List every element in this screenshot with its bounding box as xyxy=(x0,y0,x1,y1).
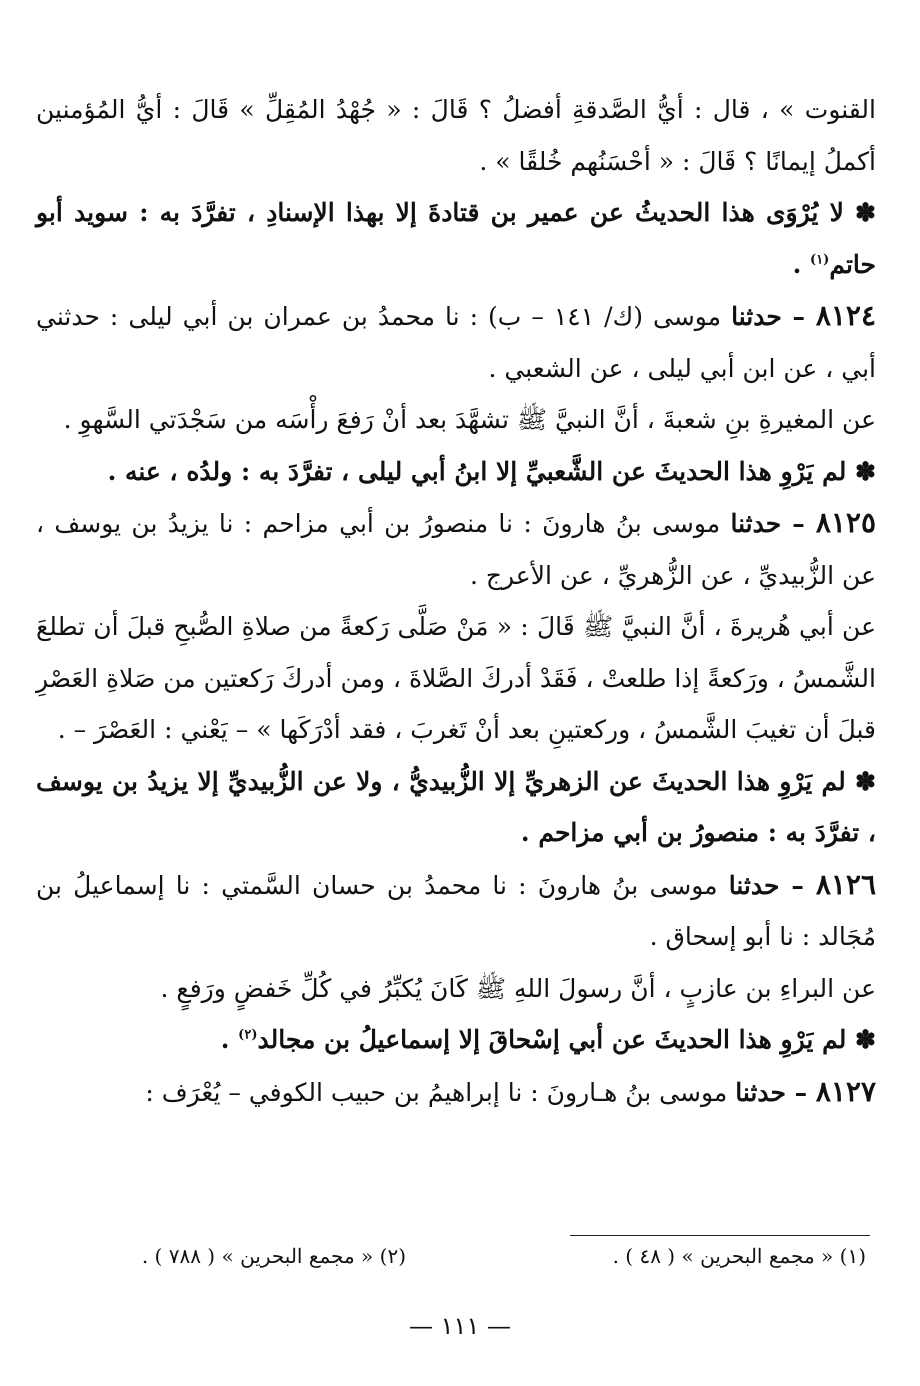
hadith-8125 xyxy=(36,497,876,601)
text-paragraph: القنوت » ، قال : أيُّ الصَّدقةِ أفضلُ ؟ قَالَ : « جُهْدُ المُقِلِّ » قَالَ : أيُّ المُؤمنين أكملُ إيمانًا ؟ قَالَ : « أحْسَنُهم خُلقًا » . xyxy=(36,95,876,176)
note-end: . xyxy=(792,249,811,279)
hadith-number: ٨١٢٧ xyxy=(815,1074,876,1108)
hadith-matn: عن المغيرةِ بنِ شعبةَ ، أنَّ النبيَّ ﷺ تشهَّدَ بعد أنْ رَفعَ رأْسَه من سَجْدَتي السَّهوِ . xyxy=(63,405,876,434)
hadith-8126 xyxy=(36,859,876,963)
footnote-ref: (١) xyxy=(810,252,830,268)
hadith-isnad: موسى بنُ هـارونَ : نا إبراهيمُ بن حبيب الكوفي – يُعْرَف : xyxy=(145,1077,736,1107)
hadith-matn: عن البراءِ بن عازبٍ ، أنَّ رسولَ اللهِ ﷺ كَانَ يُكبِّرُ في كُلِّ خَفضٍ ورَفعٍ . xyxy=(160,973,876,1003)
page-number: — ١١١ — xyxy=(409,1312,511,1340)
commentary-note xyxy=(36,1014,876,1066)
footnote-2: (٢) « مجمع البحرين » ( ٧٨٨ ) . xyxy=(141,1244,406,1268)
footnote-ref: (٢) xyxy=(238,1027,258,1043)
commentary-note: ✽ لم يَرْوِ هذا الحديثَ عن الزهريِّ إلا الزُّبيديُّ ، ولا عن الزُّبيديِّ إلا يزيدُ بن يوسف ، تفرَّدَ به : منصورُ بن أبي مزاحم . xyxy=(36,766,876,847)
hadith-number: ٨١٢٦ xyxy=(815,867,876,901)
hadith-8127 xyxy=(36,1066,876,1119)
hadith-number: ٨١٢٤ xyxy=(815,299,876,332)
commentary-note xyxy=(36,187,876,290)
commentary-note: ✽ لم يَرْوِ هذا الحديثَ عن الشَّعبيِّ إلا ابنُ أبي ليلى ، تفرَّدَ به : ولدُه ، عنه . xyxy=(107,456,876,486)
hadith-matn: عن أبي هُريرةَ ، أنَّ النبيَّ ﷺ قَالَ : « مَنْ صَلَّى رَكعةً من صلاةِ الصُّبحِ قبلَ أن تطلعَ الشَّمسُ ، ورَكعةً إذا طلعتْ ، فَقَدْ أدركَ الصَّلاةَ ، ومن أدركَ رَكعتين من صَلاةِ العَصْرِ قبلَ أن تغيبَ الشَّمسُ ، وركعتينِ بعد أنْ تَغربَ ، فقد أدْرَكَها » – يَعْني : العَصْرَ – . xyxy=(36,612,876,744)
footnote-1: (١) « مجمع البحرين » ( ٤٨ ) . xyxy=(612,1244,866,1268)
hadith-lead: – حدثنا xyxy=(735,1077,816,1107)
hadith-isnad: موسى بنُ هارونَ : نا محمدُ بن حسان السَّمتي : نا إسماعيلُ بن مُجَالد : نا أبو إسحاق . xyxy=(36,870,876,951)
page-body xyxy=(36,84,876,1118)
hadith-lead: – حدثنا xyxy=(731,302,816,331)
footnote-divider xyxy=(570,1235,870,1236)
note-text: ✽ لم يَرْوِ هذا الحديثَ عن أبي إسْحاقَ إلا إسماعيلُ بن مجالد xyxy=(257,1025,876,1054)
hadith-8124 xyxy=(36,290,876,394)
note-text: ✽ لا يُرْوَى هذا الحديثُ عن عمير بن قتادةَ إلا بهذا الإسنادِ ، تفرَّدَ به : سويد أبو حاتم xyxy=(36,198,876,279)
hadith-number: ٨١٢٥ xyxy=(815,506,876,539)
hadith-lead: – حدثنا xyxy=(730,509,816,538)
hadith-lead: – حدثنا xyxy=(728,870,816,900)
hadith-isnad: موسى (ك/ ١٤١ – ب) : نا محمدُ بن عمران بن أبي ليلى : حدثني أبي ، عن ابن أبي ليلى ، عن الشعبي . xyxy=(36,302,876,383)
hadith-isnad: موسى بنُ هارونَ : نا منصورُ بن أبي مزاحم : نا يزيدُ بن يوسف ، عن الزُّبيديِّ ، عن الزُّهريِّ ، عن الأعرج . xyxy=(36,509,876,590)
note-end: . xyxy=(220,1025,239,1054)
footnotes xyxy=(36,1244,876,1284)
